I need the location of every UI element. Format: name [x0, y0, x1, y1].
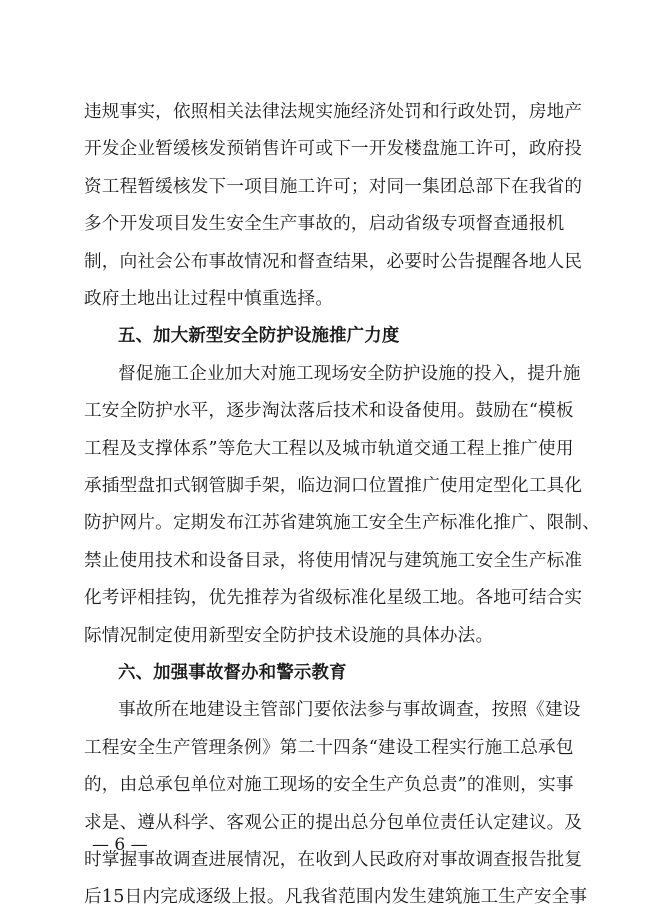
paragraph-line: 工程安全生产管理条例》第二十四条“建设工程实行施工总承包 — [84, 738, 574, 758]
page-number: — 6 — — [92, 835, 148, 855]
paragraph-line: 督促施工企业加大对施工现场安全防护设施的投入，提升施 — [118, 364, 581, 384]
paragraph-line: 求是、遵从科学、客观公正的提出总分包单位责任认定建议。及 — [84, 813, 583, 833]
paragraph-line: 的，由总承包单位对施工现场的安全生产负总责”的准则，实事 — [84, 775, 574, 795]
paragraph-line: 事故所在地建设主管部门要依法参与事故调查，按照《建设 — [118, 700, 581, 720]
paragraph-line: 化考评相挂钩，优先推荐为省级标准化星级工地。各地可结合实 — [84, 588, 583, 608]
paragraph-line: 多个开发项目发生安全生产事故的，启动省级专项督查通报机 — [84, 214, 565, 234]
paragraph-line: 制，向社会公布事故情况和督查结果，必要时公告提醒各地人民 — [84, 252, 583, 272]
paragraph-line: 工程及支撑体系”等危大工程以及城市轨道交通工程上推广使用 — [84, 439, 574, 459]
paragraph-line: 后15日内完成逐级上报。凡我省范围内发生建筑施工生产安全事 — [84, 887, 588, 907]
paragraph-line: 承插型盘扣式钢管脚手架，临边洞口位置推广使用定型化工具化 — [84, 476, 583, 496]
paragraph-line: 工安全防护水平，逐步淘汰落后技术和设备使用。鼓励在“模板 — [84, 401, 574, 421]
section-heading: 六、加强事故督办和警示教育 — [118, 663, 347, 683]
paragraph-line: 防护网片。定期发布江苏省建筑施工安全生产标准化推广、限制、 — [84, 513, 601, 533]
paragraph-line: 时掌握事故调查进展情况，在收到人民政府对事故调查报告批复 — [84, 850, 583, 870]
paragraph-line: 禁止使用技术和设备目录，将使用情况与建筑施工安全生产标准 — [84, 551, 583, 571]
paragraph-line: 违规事实，依照相关法律法规实施经济处罚和行政处罚，房地产 — [84, 102, 583, 122]
paragraph-line: 开发企业暂缓核发预销售许可或下一开发楼盘施工许可，政府投 — [84, 139, 583, 159]
paragraph-line: 际情况制定使用新型安全防护技术设施的具体办法。 — [84, 626, 494, 646]
section-heading: 五、加大新型安全防护设施推广力度 — [118, 326, 400, 346]
paragraph-line: 政府土地出让过程中慎重选择。 — [84, 289, 334, 309]
paragraph-line: 资工程暂缓核发下一项目施工许可；对同一集团总部下在我省的 — [84, 177, 583, 197]
